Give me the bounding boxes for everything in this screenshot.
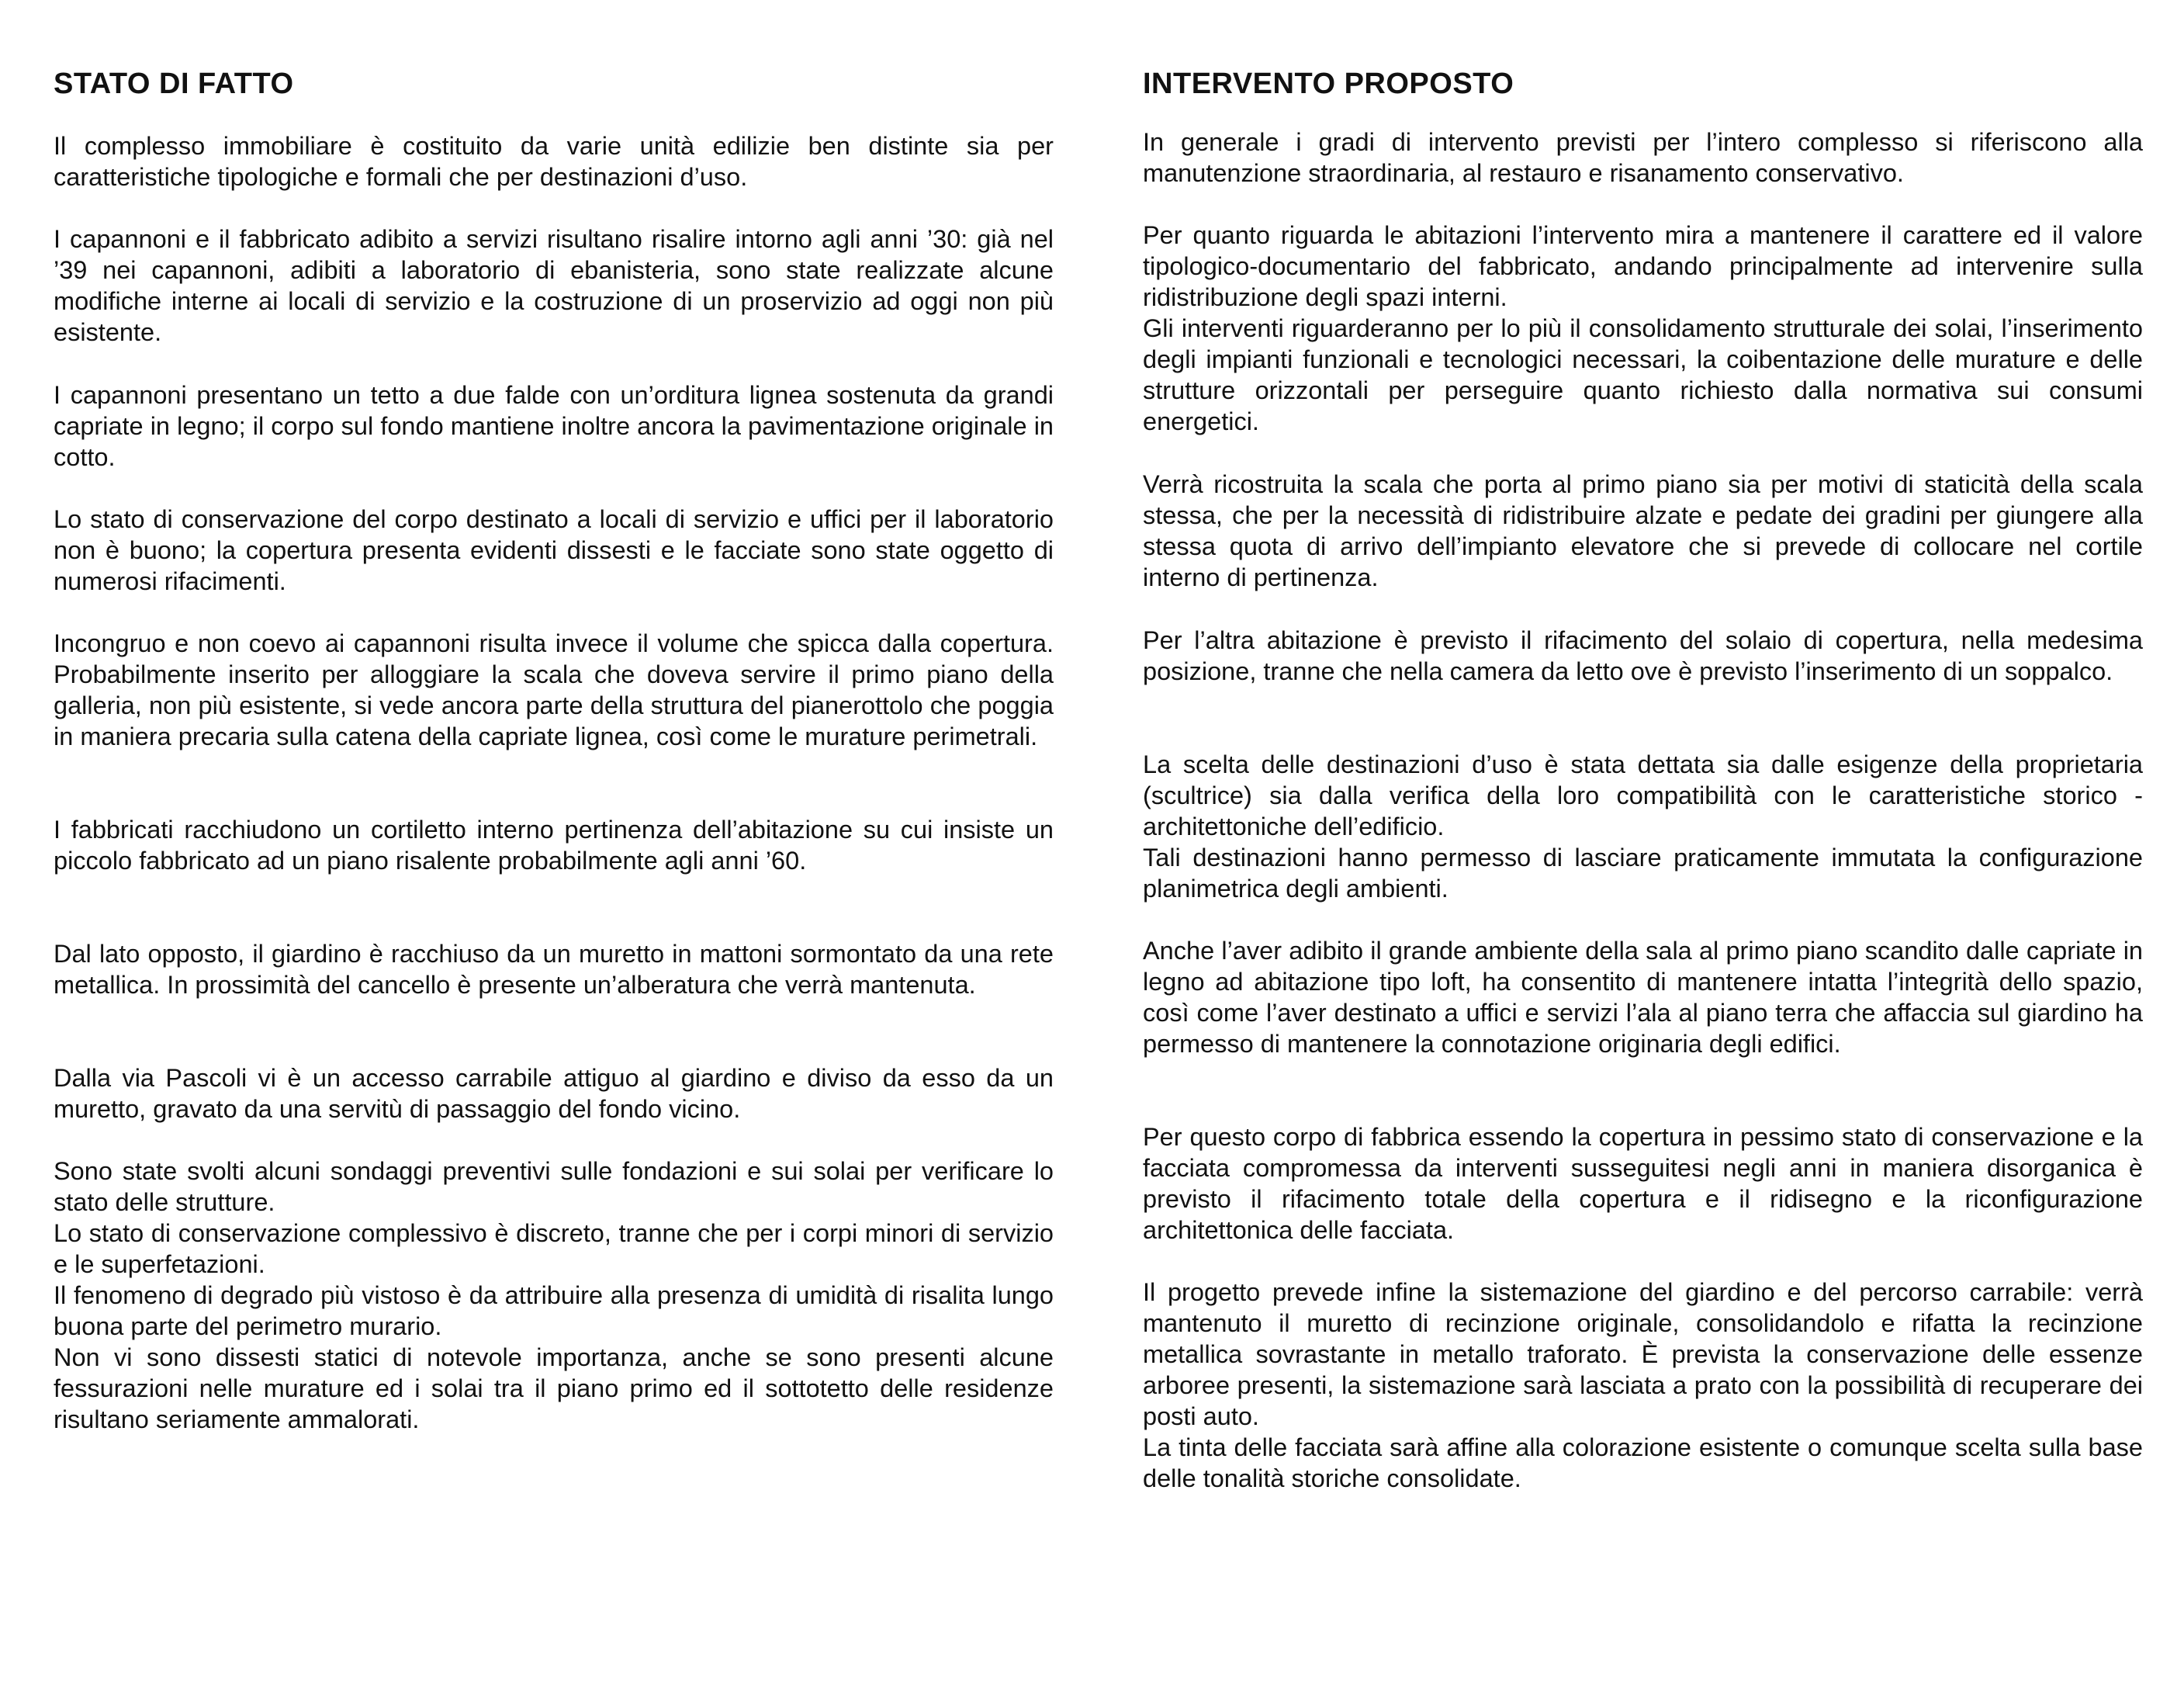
paragraph: [54, 814, 1054, 876]
paragraph: [1143, 469, 2143, 593]
intervento-proposto-heading: INTERVENTO PROPOSTO: [1143, 68, 1514, 100]
paragraph-line: Dalla via Pascoli vi è un accesso carrabile attiguo al giardino e diviso da esso da un muretto, gravato da una servitù di passaggio del fondo vicino.: [54, 1064, 1054, 1123]
paragraph-line: Tali destinazioni hanno permesso di lasciare praticamente immutata la configurazione planimetrica degli ambienti.: [1143, 844, 2143, 903]
paragraph-line: Verrà ricostruita la scala che porta al primo piano sia per motivi di staticità della scala stessa, che per la necessità di ridistribuire alzate e pedate dei gradini per giungere alla stessa quota di arrivo dell’impianto elevatore che si prevede di collocare nel cortile interno di pertinenza.: [1143, 470, 2143, 591]
paragraph: [54, 130, 1054, 192]
paragraph: [1143, 126, 2143, 189]
paragraph: [54, 1062, 1054, 1124]
paragraph-line: Gli interventi riguarderanno per lo più il consolidamento strutturale dei solai, l’inserimento degli impianti funzionali e tecnologici necessari, la coibentazione delle murature e delle strutture orizzontali per perseguire quanto richiesto dalla normativa sui consumi energetici.: [1143, 314, 2143, 435]
paragraph: [1143, 625, 2143, 687]
paragraph: [54, 1156, 1054, 1435]
paragraph: [1143, 1277, 2143, 1432]
paragraph: [1143, 1121, 2143, 1246]
paragraph-line: Il complesso immobiliare è costituito da varie unità edilizie ben distinte sia per caratteristiche tipologiche e formali che per destinazioni d’uso.: [54, 132, 1054, 191]
paragraph-line: Per questo corpo di fabbrica essendo la copertura in pessimo stato di conservazione e la facciata compromessa da interventi susseguitesi negli anni in maniera disorganica è previsto il rifacimento totale della copertura e il ridisegno e la riconfigurazione architettonica delle facciata.: [1143, 1123, 2143, 1244]
paragraph: [54, 224, 1054, 348]
paragraph-line: Il progetto prevede infine la sistemazione del giardino e del percorso carrabile: verrà mantenuto il muretto di recinzione originale, consolidandolo e rifatta la recinzione metallica sovrastante in metallo traforato. È prevista la conservazione delle essenze arboree presenti, la sistemazione sarà lasciata a prato con la possibilità di recuperare dei posti auto.: [1143, 1278, 2143, 1430]
paragraph-line: La tinta delle facciata sarà affine alla colorazione esistente o comunque scelta sulla base delle tonalità storiche consolidate.: [1143, 1433, 2143, 1492]
paragraph: [1143, 1432, 2143, 1494]
paragraph-line: Il fenomeno di degrado più vistoso è da attribuire alla presenza di umidità di risalita lungo buona parte del perimetro murario.: [54, 1281, 1054, 1340]
paragraph-line: La scelta delle destinazioni d’uso è stata dettata sia dalle esigenze della proprietaria (scultrice) sia dalla verifica della loro compatibilità con le caratteristiche storico - architettoniche dell’edificio.: [1143, 750, 2143, 840]
paragraph-line: I capannoni e il fabbricato adibito a servizi risultano risalire intorno agli anni ’30: già nel ’39 nei capannoni, adibiti a laboratorio di ebanisteria, sono state realizzate alcune modifiche interne ai locali di servizio e la costruzione di un proservizio ad oggi non più esistente.: [54, 225, 1054, 346]
paragraph-line: Lo stato di conservazione complessivo è discreto, tranne che per i corpi minori di servizio e le superfetazioni.: [54, 1219, 1054, 1278]
paragraph-line: Per quanto riguarda le abitazioni l’intervento mira a mantenere il carattere ed il valore tipologico-documentario del fabbricato, andando principalmente ad intervenire sulla ridistribuzione degli spazi interni.: [1143, 221, 2143, 311]
paragraph-line: Non vi sono dissesti statici di notevole importanza, anche se sono presenti alcune fessurazioni nelle murature ed i solai tra il piano primo ed il sottotetto delle residenze risultano seriamente ammalorati.: [54, 1343, 1054, 1433]
paragraph-line: In generale i gradi di intervento previsti per l’intero complesso si riferiscono alla manutenzione straordinaria, al restauro e risanamento conservativo.: [1143, 128, 2143, 187]
paragraph: [1143, 220, 2143, 437]
paragraph-line: I capannoni presentano un tetto a due falde con un’orditura lignea sostenuta da grandi capriate in legno; il corpo sul fondo mantiene inoltre ancora la pavimentazione originale in cotto.: [54, 381, 1054, 471]
paragraph-line: Dal lato opposto, il giardino è racchiuso da un muretto in mattoni sormontato da una rete metallica. In prossimità del cancello è presente un’alberatura che verrà mantenuta.: [54, 940, 1054, 999]
paragraph-line: Per l’altra abitazione è previsto il rifacimento del solaio di copertura, nella medesima posizione, tranne che nella camera da letto ove è previsto l’inserimento di un soppalco.: [1143, 626, 2143, 685]
paragraph: [54, 628, 1054, 752]
paragraph: [54, 379, 1054, 473]
paragraph: [1143, 749, 2143, 904]
paragraph-line: Lo stato di conservazione del corpo destinato a locali di servizio e uffici per il laboratorio non è buono; la copertura presenta evidenti dissesti e le facciate sono state oggetto di numerosi rifacimenti.: [54, 505, 1054, 595]
paragraph-line: Anche l’aver adibito il grande ambiente della sala al primo piano scandito dalle capriate in legno ad abitazione tipo loft, ha consentito di mantenere intatta l’integrità dello spazio, così come l’aver destinato a uffici e servizi l’ala al piano terra che affaccia sul giardino ha permesso di mantenere la connotazione originaria degli edifici.: [1143, 937, 2143, 1058]
paragraph-line: Sono state svolti alcuni sondaggi preventivi sulle fondazioni e sui solai per verificare lo stato delle strutture.: [54, 1157, 1054, 1216]
paragraph: [54, 938, 1054, 1000]
paragraph-line: Incongruo e non coevo ai capannoni risulta invece il volume che spicca dalla copertura. Probabilmente inserito per alloggiare la scala che doveva servire il primo piano della galleria, non più esistente, si vede ancora parte della struttura del pianerottolo che poggia in maniera precaria sulla catena della capriate lignea, così come le murature perimetrali.: [54, 629, 1054, 750]
paragraph-line: I fabbricati racchiudono un cortiletto interno pertinenza dell’abitazione su cui insiste un piccolo fabbricato ad un piano risalente probabilmente agli anni ’60.: [54, 816, 1054, 875]
paragraph: [54, 504, 1054, 597]
stato-di-fatto-heading: STATO DI FATTO: [54, 68, 294, 100]
paragraph: [1143, 935, 2143, 1059]
